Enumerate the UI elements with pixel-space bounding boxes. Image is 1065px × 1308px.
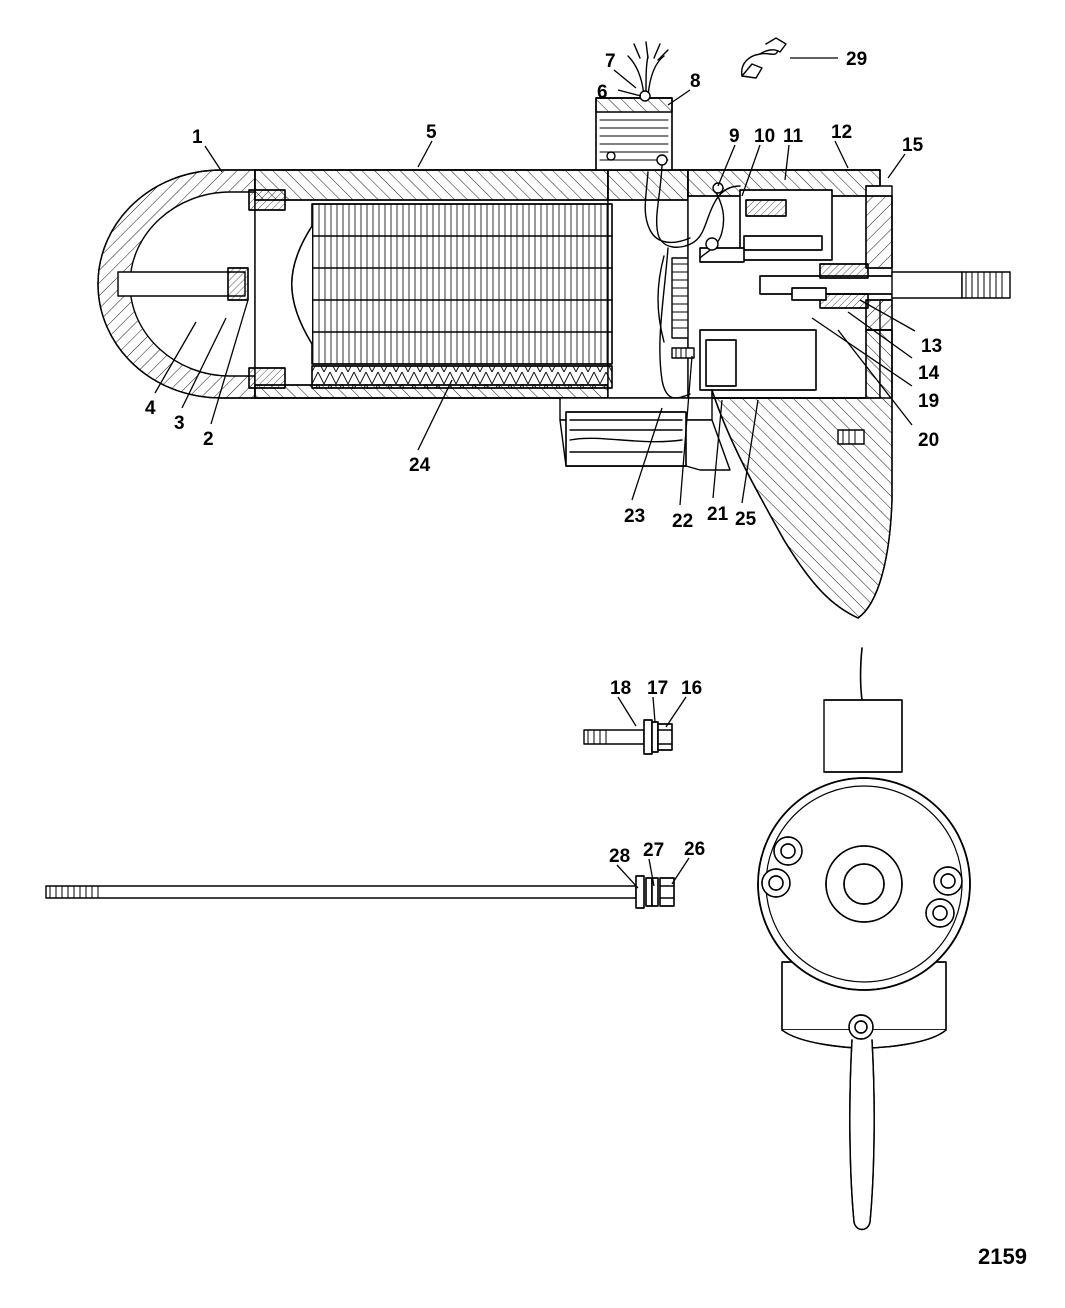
callout-number-19: 19 (918, 391, 940, 412)
callout-number-10: 10 (754, 126, 776, 147)
callout-number-1: 1 (192, 127, 203, 148)
callout-number-5: 5 (426, 122, 437, 143)
callout-number-2: 2 (203, 429, 214, 450)
leader-line-1 (418, 141, 432, 167)
leader-line-10 (888, 154, 905, 178)
callout-number-8: 8 (690, 71, 701, 92)
callout-number-29: 29 (846, 49, 868, 70)
callout-number-27: 27 (643, 840, 665, 861)
callout-number-26: 26 (684, 839, 706, 860)
callout-number-21: 21 (707, 504, 729, 525)
leader-line-9 (835, 141, 848, 168)
callout-number-24: 24 (409, 455, 431, 476)
callout-number-14: 14 (918, 363, 940, 384)
callout-number-11: 11 (783, 126, 804, 147)
leader-line-24 (653, 697, 655, 722)
callout-number-16: 16 (681, 678, 703, 699)
leader-line-0 (205, 146, 222, 172)
callout-number-7: 7 (605, 51, 616, 72)
callout-number-20: 20 (918, 430, 940, 451)
callout-number-25: 25 (735, 509, 757, 530)
callout-number-4: 4 (145, 398, 156, 419)
callout-number-6: 6 (597, 82, 608, 103)
callout-number-28: 28 (609, 846, 631, 867)
callout-number-9: 9 (729, 126, 740, 147)
callout-number-22: 22 (672, 511, 694, 532)
callout-number-18: 18 (610, 678, 632, 699)
callout-number-23: 23 (624, 506, 646, 527)
leader-line-3 (618, 90, 641, 96)
leader-line-25 (666, 697, 686, 727)
callout-number-15: 15 (902, 135, 924, 156)
leader-line-23 (618, 697, 636, 726)
callout-number-3: 3 (174, 413, 185, 434)
leader-line-26 (617, 865, 638, 888)
callout-number-12: 12 (831, 122, 853, 143)
callout-number-17: 17 (647, 678, 669, 699)
callout-number-13: 13 (921, 336, 943, 357)
figure-id: 2159 (978, 1244, 1027, 1269)
leader-line-28 (672, 858, 689, 884)
leader-line-2 (614, 70, 636, 88)
